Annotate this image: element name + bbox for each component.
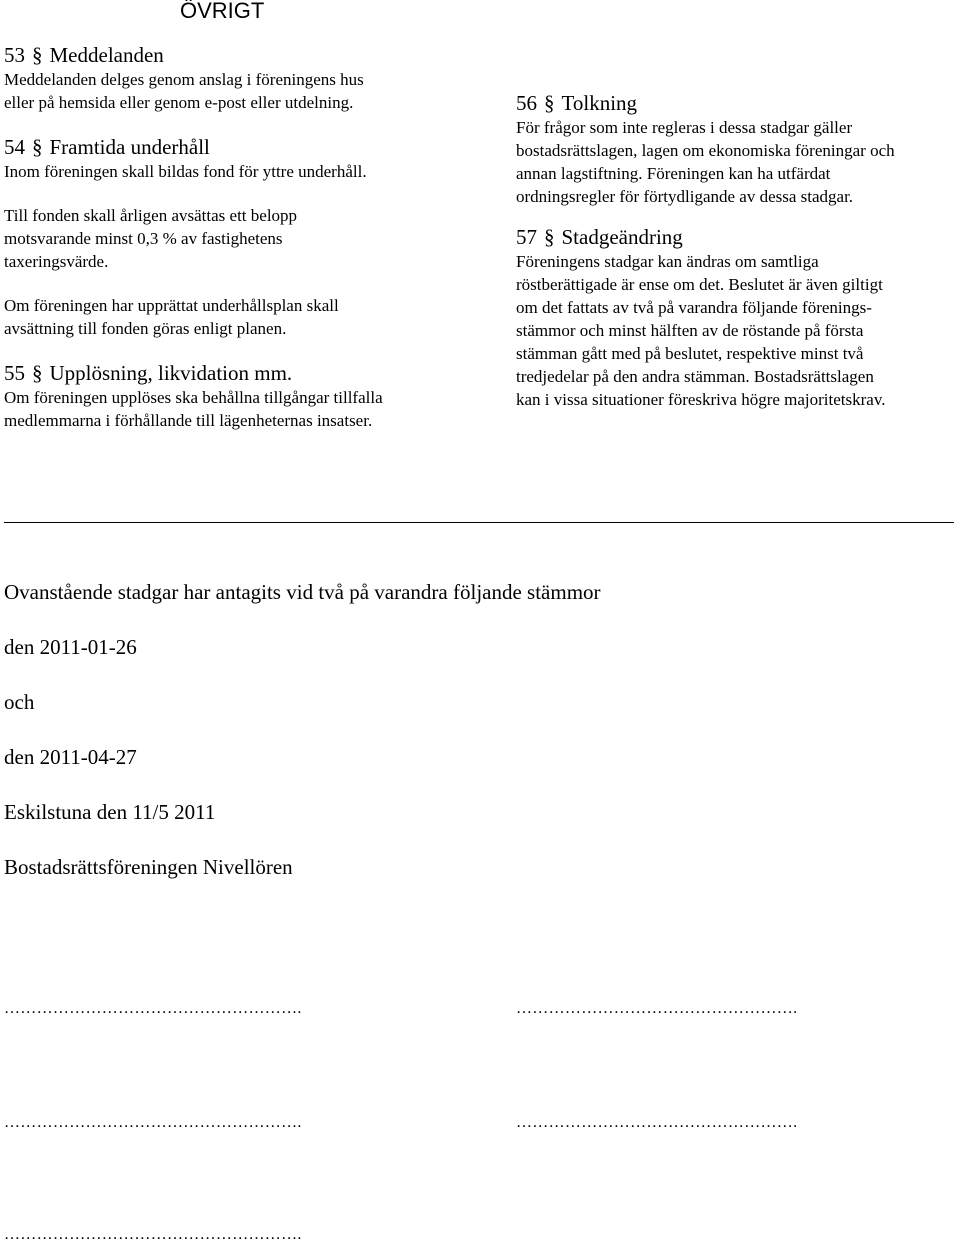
section-53-heading: [4, 42, 464, 68]
section-56-heading: [516, 90, 960, 116]
section-sign: §: [32, 43, 43, 67]
section-number: 53: [4, 43, 25, 67]
signature-line-left-3: ……………………………………………….: [4, 1226, 302, 1243]
section-53-line: Meddelanden delges genom anslag i föreningens hus: [4, 70, 364, 89]
left-column: [4, 42, 464, 432]
adoption-date-2: den 2011-04-27: [4, 745, 137, 769]
section-56-line: bostadsrättslagen, lagen om ekonomiska föreningar och: [516, 141, 895, 160]
horizontal-rule: [4, 522, 954, 523]
association-name: Bostadsrättsföreningen Nivellören: [4, 855, 293, 879]
section-55-line: medlemmarna i förhållande till lägenheternas insatser.: [4, 411, 373, 430]
adoption-date-1: den 2011-01-26: [4, 635, 137, 659]
section-number: 57: [516, 225, 537, 249]
adoption-statement: Ovanstående stadgar har antagits vid två på varandra följande stämmor: [4, 580, 601, 604]
section-57-line: kan i vissa situationer föreskriva högre majoritetskrav.: [516, 390, 886, 409]
section-54-line: Till fonden skall årligen avsättas ett belopp: [4, 206, 298, 225]
section-title: Meddelanden: [49, 43, 164, 67]
section-number: 54: [4, 135, 25, 159]
section-54-line: Om föreningen har upprättat underhållsplan skall: [4, 296, 339, 315]
section-57-line: tredjedelar på den andra stämman. Bostadsrättslagen: [516, 367, 874, 386]
section-54-line: Inom föreningen skall bildas fond för yttre underhåll.: [4, 162, 367, 181]
section-57-line: stämman gått med på beslutet, respektive minst två: [516, 344, 864, 363]
section-54-heading: [4, 134, 464, 160]
page-title: ÖVRIGT: [180, 0, 265, 23]
signature-line-left-2: ……………………………………………….: [4, 1114, 302, 1131]
place-and-date: Eskilstuna den 11/5 2011: [4, 800, 216, 824]
section-title: Upplösning, likvidation mm.: [49, 361, 293, 385]
section-title: Stadgeändring: [561, 225, 683, 249]
right-column: [516, 90, 960, 411]
section-title: Framtida underhåll: [49, 135, 210, 159]
section-number: 56: [516, 91, 537, 115]
section-55-heading: [4, 360, 464, 386]
section-53-line: eller på hemsida eller genom e-post eller utdelning.: [4, 93, 354, 112]
section-sign: §: [32, 361, 43, 385]
section-55-line: Om föreningen upplöses ska behållna tillgångar tillfalla: [4, 388, 383, 407]
signature-line-left-1: ……………………………………………….: [4, 1000, 302, 1017]
section-57-line: röstberättigade är ense om det. Beslutet är även giltigt: [516, 275, 883, 294]
section-54-line: avsättning till fonden göras enligt planen.: [4, 319, 287, 338]
section-57-line: om det fattats av två på varandra följande förenings-: [516, 298, 872, 317]
section-sign: §: [32, 135, 43, 159]
section-54-line: motsvarande minst 0,3 % av fastighetens: [4, 229, 283, 248]
section-57-line: stämmor och minst hälften av de röstande på första: [516, 321, 864, 340]
section-56-line: ordningsregler för förtydligande av dessa stadgar.: [516, 187, 854, 206]
signature-line-right-1: …………………………………………….: [516, 1000, 798, 1017]
section-56-line: För frågor som inte regleras i dessa stadgar gäller: [516, 118, 853, 137]
section-57-heading: [516, 224, 960, 250]
section-56-line: annan lagstiftning. Föreningen kan ha utfärdat: [516, 164, 831, 183]
section-sign: §: [544, 91, 555, 115]
section-number: 55: [4, 361, 25, 385]
section-54-line: taxeringsvärde.: [4, 252, 109, 271]
adoption-conjunction: och: [4, 690, 35, 714]
section-sign: §: [544, 225, 555, 249]
signature-line-right-2: …………………………………………….: [516, 1114, 798, 1131]
section-57-line: Föreningens stadgar kan ändras om samtliga: [516, 252, 819, 271]
section-title: Tolkning: [561, 91, 638, 115]
